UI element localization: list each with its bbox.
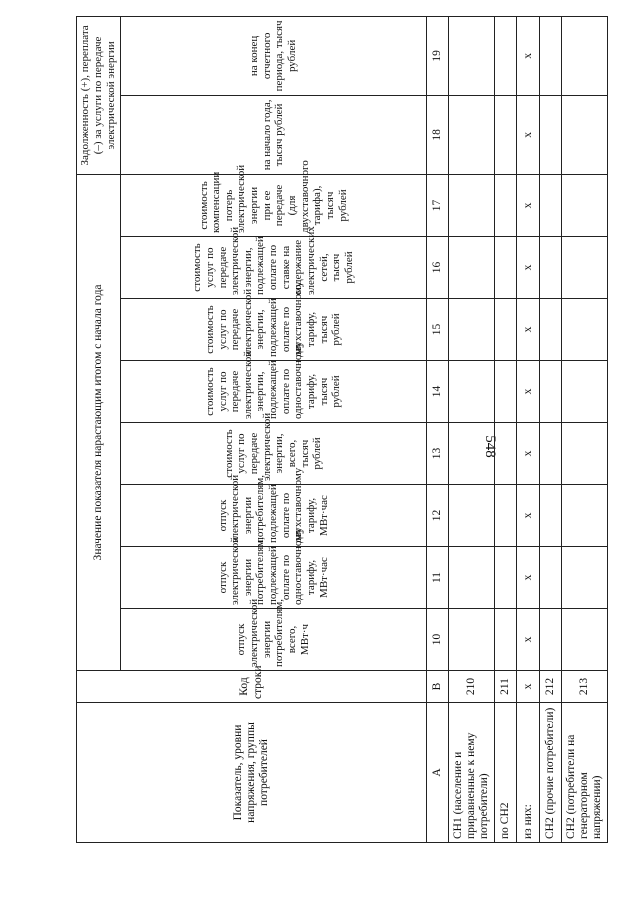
cell xyxy=(562,547,608,609)
cell: х xyxy=(517,16,539,95)
cell xyxy=(539,485,561,547)
row-label: из них: xyxy=(517,703,539,843)
data-table xyxy=(76,16,608,843)
cell xyxy=(562,485,608,547)
cell xyxy=(449,299,495,361)
cell xyxy=(495,609,517,671)
cell: х xyxy=(517,361,539,423)
column-header: стоимость услуг по передаче электрической энергии, подлежащей оплате по двухставочному тарифу, тысяч рублей xyxy=(120,299,426,361)
table-row xyxy=(517,16,539,842)
cell xyxy=(495,423,517,485)
column-header: на начало года, тысяч рублей xyxy=(120,95,426,174)
cell xyxy=(495,174,517,236)
debt-group-header: Задолженность (+), переплата (–) за услуги по передаче электрической энергии xyxy=(77,16,121,174)
row-code: 211 xyxy=(495,671,517,703)
row-code: х xyxy=(517,671,539,703)
cell xyxy=(495,16,517,95)
column-header: стоимость услуг по передаче электрической энергии, всего, тысяч рублей xyxy=(120,423,426,485)
numbering-cell: 15 xyxy=(427,299,449,361)
indicator-header: Показатель, уровни напряжения, группы потребителей xyxy=(77,703,427,843)
column-header: отпуск электрической энергии потребителям, всего, МВт·ч xyxy=(120,609,426,671)
numbering-cell: 18 xyxy=(427,95,449,174)
row-label: СН2 (прочие потребители) xyxy=(539,703,561,843)
cell xyxy=(539,237,561,299)
numbering-cell: В xyxy=(427,671,449,703)
column-header: отпуск электрической энергии потребителям, подлежащей оплате по одноставочному тарифу, МВт·час xyxy=(120,547,426,609)
column-header: стоимость услуг по передаче электрической энергии, подлежащей оплате по одноставочному тарифу, тысяч рублей xyxy=(120,361,426,423)
cell xyxy=(539,609,561,671)
row-code: 212 xyxy=(539,671,561,703)
table-row xyxy=(449,16,495,842)
column-header: отпуск электрической энергии потребителям, подлежащей оплате по двухставочному тарифу, МВт·час xyxy=(120,485,426,547)
cell: х xyxy=(517,95,539,174)
cell: х xyxy=(517,423,539,485)
cell: х xyxy=(517,547,539,609)
rotated-table xyxy=(76,16,608,843)
numbering-cell: 11 xyxy=(427,547,449,609)
row-label: СН2 (потребители на генераторном напряжении) xyxy=(562,703,608,843)
table-row xyxy=(539,16,561,842)
cell xyxy=(539,361,561,423)
cell: х xyxy=(517,485,539,547)
numbering-cell: 16 xyxy=(427,237,449,299)
cell xyxy=(495,237,517,299)
cell xyxy=(562,361,608,423)
value-group-header: Значение показателя нарастающим итогом с начала года xyxy=(77,174,121,670)
numbering-cell: 17 xyxy=(427,174,449,236)
cell xyxy=(539,16,561,95)
cell xyxy=(562,95,608,174)
cell xyxy=(495,361,517,423)
cell xyxy=(539,423,561,485)
cell xyxy=(449,95,495,174)
cell xyxy=(449,485,495,547)
row-code-header: Код строки xyxy=(77,671,427,703)
numbering-cell: А xyxy=(427,703,449,843)
row-label: СН1 (население и приравненные к нему потребители) xyxy=(449,703,495,843)
cell xyxy=(539,95,561,174)
cell xyxy=(449,237,495,299)
cell: х xyxy=(517,174,539,236)
cell: х xyxy=(517,237,539,299)
cell xyxy=(449,609,495,671)
cell xyxy=(449,423,495,485)
cell xyxy=(562,237,608,299)
numbering-cell: 10 xyxy=(427,609,449,671)
cell xyxy=(495,299,517,361)
cell xyxy=(539,174,561,236)
cell xyxy=(562,609,608,671)
numbering-cell: 12 xyxy=(427,485,449,547)
column-header: стоимость компенсации потерь электрической энергии при ее передаче (для двухставочного тарифа), тысяч рублей xyxy=(120,174,426,236)
numbering-cell: 14 xyxy=(427,361,449,423)
cell xyxy=(562,16,608,95)
table-row xyxy=(562,16,608,842)
cell xyxy=(539,299,561,361)
cell xyxy=(562,174,608,236)
cell xyxy=(539,547,561,609)
cell: х xyxy=(517,609,539,671)
cell xyxy=(495,95,517,174)
column-header: стоимость услуг по передаче электрической энергии, подлежащей оплате по ставке на содержание электрических сетей, тысяч рублей xyxy=(120,237,426,299)
cell xyxy=(495,485,517,547)
cell xyxy=(562,423,608,485)
row-code: 210 xyxy=(449,671,495,703)
cell xyxy=(449,174,495,236)
cell xyxy=(562,299,608,361)
cell xyxy=(449,547,495,609)
column-header: на конец отчетного периода, тысяч рублей xyxy=(120,16,426,95)
row-label: по СН2 xyxy=(495,703,517,843)
numbering-cell: 13 xyxy=(427,423,449,485)
row-code: 213 xyxy=(562,671,608,703)
cell xyxy=(495,547,517,609)
cell xyxy=(449,361,495,423)
page-number: 548 xyxy=(481,435,498,458)
numbering-cell: 19 xyxy=(427,16,449,95)
cell xyxy=(449,16,495,95)
table-row xyxy=(495,16,517,842)
cell: х xyxy=(517,299,539,361)
